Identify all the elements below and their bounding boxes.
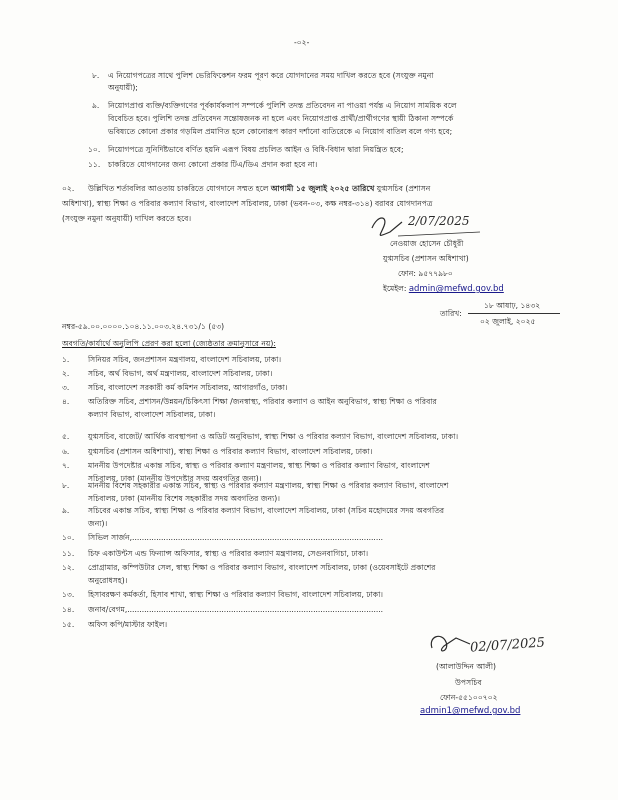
recipient-text: অফিস কপি/মাস্টার ফাইল। [88,620,168,629]
term-text: চাকরিতে যোগদানের জন্য কোনো প্রকার টিএ/ডিএ প্রদান করা হবে না। [108,160,318,169]
recipient-text: জনাব/বেগম,.......................................................................................................... [88,605,384,614]
recipient-text: জন্য)। [88,519,108,528]
recipient-text: সচিবের একান্ত সচিব, স্বাস্থ্য শিক্ষা ও পরিবার কল্যাণ বিভাগ, বাংলাদেশ সচিবালয়, ঢাকা (সচিব মহোদয়ের সদয় অবগতির [88,506,445,515]
recipient-number: ৭. [62,461,70,470]
paragraph-text: যুগ্মসচিব (প্রশাসন [376,184,431,193]
term-text: বিবেচিত হবে। পুলিশি তদন্ত প্রতিবেদন সন্তোষজনক না হলে এবং নিয়োগপ্রাপ্ত প্রার্থী/প্রার্থীগণের স্থায়ী ঠিকানা সম্পর্কে [108,114,454,123]
recipient-number: ১৫. [62,620,75,629]
memo-number: নম্বর-৫৯.০০.০০০০.১০৪.১১.০০৩.২৪.৭৩১/১ (৫৩) [62,322,225,331]
recipient-text: সচিবালয়, ঢাকা (মাননীয় উপদেষ্টার সদয় অবগতির জন্য)। [88,474,262,483]
recipient-number: ১২. [62,563,75,572]
date-gregorian: ০২ জুলাই, ২০২৫ [480,317,536,326]
recipient-text: প্রোগ্রামার, কম্পিউটার সেল, স্বাস্থ্য শিক্ষা ও পরিবার কল্যাণ বিভাগ, বাংলাদেশ সচিবালয়, ঢাকা (ওয়েবসাইটে প্রকাশের [88,563,436,572]
recipient-number: ১৩. [62,590,75,599]
recipient-text: যুগ্মসচিব (প্রশাসন অধিশাখা), স্বাস্থ্য শিক্ষা ও পরিবার কল্যাণ বিভাগ, বাংলাদেশ সচিবালয়, ঢাকা। [88,447,373,456]
signature-date-handwriting: 02/07/2025 [469,635,546,656]
recipient-text: চিফ একাউন্টস এন্ড ফিন্যান্স অফিসার, স্বাস্থ্য ও পরিবার কল্যাণ মন্ত্রণালয়, সেগুনবাগিচা, ঢাকা। [88,549,369,558]
signer-email-row [383,283,504,295]
recipient-text: সিনিয়র সচিব, জনপ্রশাসন মন্ত্রণালয়, বাংলাদেশ সচিবালয়, ঢাকা। [88,355,282,364]
joining-deadline: আগামী ১৫ জুলাই ২০২৫ তারিখে [270,184,375,193]
recipient-number: ৫. [62,432,70,441]
date-bangla: ১৮ আষাঢ়, ১৪৩২ [484,301,541,310]
term-text: নিয়োগপত্রে সুনির্দিষ্টভাবে বর্ণিত হয়নি এরূপ বিষয় প্রচলিত আইন ও বিধি-বিধান দ্বারা নিয়ন্ত্রিত হবে; [108,145,404,154]
email-label: ইমেইল: [383,284,407,293]
recipient-number: ৯. [62,506,70,515]
recipient-text: কল্যাণ বিভাগ, বাংলাদেশ সচিবালয়, ঢাকা। [88,410,216,419]
signer-designation: যুগ্মসচিব (প্রশাসন অধিশাখা) [383,254,469,263]
term-number: ৮. [92,71,100,80]
recipient-text: সচিবালয়, ঢাকা (মাননীয় বিশেষ সহকারীর সদয় অবগতির জন্য)। [88,494,280,503]
recipient-number: ১০. [62,533,75,542]
recipient-number: ১১. [62,549,75,558]
recipient-number: ২. [62,369,70,378]
recipient-number: ১. [62,355,70,364]
recipient-text: সচিব, বাংলাদেশ সরকারী কর্ম কমিশন সচিবালয়, আগারগাঁও, ঢাকা। [88,383,288,392]
date-label: তারিখ: [440,309,462,318]
term-text: নিয়োগপ্রাপ্ত ব্যক্তি/ব্যক্তিগণের পূর্বকার্যকলাপ সম্পর্কে পুলিশি তদন্ত প্রতিবেদন না পাওয়া পর্যন্ত এ নিয়োগ সাময়িক বলে [108,101,457,110]
term-text: অনুযায়ী); [108,83,138,92]
email-link[interactable]: admin1@mefwd.gov.bd [420,706,521,716]
recipient-text: মাননীয় উপদেষ্টার একান্ত সচিব, স্বাস্থ্য ও পরিবার কল্যাণ মন্ত্রণালয়, স্বাস্থ্য শিক্ষা ও পরিবার কল্যাণ বিভাগ, বাংলাদেশ [88,461,430,470]
signer-designation: উপসচিব [455,678,482,687]
recipient-text: অতিরিক্ত সচিব, প্রশাসন/উন্নয়ন/চিকিৎসা শিক্ষা /জনস্বাস্থ্য, পরিবার কল্যাণ ও আইন অনুবিভাগ, স্বাস্থ্য শিক্ষা ও পরিবার [88,397,437,406]
email-link[interactable]: admin@mefwd.gov.bd [408,284,504,294]
recipient-text: যুগ্মসচিব, বাজেট/ আর্থিক ব্যবস্থাপনা ও অডিট অনুবিভাগ, স্বাস্থ্য শিক্ষা ও পরিবার কল্যাণ বিভাগ, বাংলাদেশ সচিবালয়, ঢাকা। [88,432,459,441]
paragraph-number: ০২. [62,184,75,193]
signer-phone: ফোন-৫৫১০০৭০২ [440,693,498,702]
recipient-number: ৩. [62,383,70,392]
signer-phone: ফোন: ৯৫৭৭৯৮০ [398,269,453,278]
term-text: ভবিষ্যতে কোনো প্রকার গড়মিল প্রমাণিত হলে কোনোরূপ কারণ দর্শানো ব্যতিরেকে এ নিয়োগ বাতিল বলে গণ্য হবে; [108,127,453,136]
signer-name: (আলাউদ্দিন আলী) [436,662,496,671]
paragraph-line: (সংযুক্ত নমুনা অনুযায়ী) দাখিল করতে হবে। [62,214,192,223]
term-text: এ নিয়োগপত্রের সাথে পুলিশ ভেরিফিকেশন ফরম পূরণ করে যোগদানের সময় দাখিল করতে হবে (সংযুক্ত নমুনা [108,71,434,80]
recipient-text: অনুরোধসহ)। [88,576,128,585]
paragraph-text: উল্লিখিত শর্তাবলির আওতায় চাকরিতে যোগদানে সম্মত হলে [88,184,269,193]
term-number: ১০. [88,145,101,154]
recipient-text: মাননীয় বিশেষ সহকারীর একান্ত সচিব, স্বাস্থ্য ও পরিবার কল্যাণ মন্ত্রণালয়, স্বাস্থ্য শিক্ষা ও পরিবার কল্যাণ বিভাগ, বাংলাদেশ [88,481,449,490]
recipient-number: ৪. [62,397,70,406]
date-divider [468,313,560,314]
signer-name: নেওয়াজ হোসেন চৌধুরী [390,239,464,248]
recipient-text: হিসাবরক্ষণ কর্মকর্তা, হিসাব শাখা, স্বাস্থ্য শিক্ষা ও পরিবার কল্যাণ বিভাগ, বাংলাদেশ সচিবালয়, ঢাকা। [88,590,384,599]
recipient-text: সচিব, অর্থ বিভাগ, অর্থ মন্ত্রণালয়, বাংলাদেশ সচিবালয়, ঢাকা। [88,369,273,378]
term-number: ১১. [88,160,101,169]
distribution-heading: অবগতি/কার্যার্থে অনুলিপি প্রেরণ করা হলো (জ্যেষ্ঠতার ক্রমানুসারে নয়): [62,339,276,348]
paragraph-line: অধিশাখা), স্বাস্থ্য শিক্ষা ও পরিবার কল্যাণ বিভাগ, বাংলাদেশ সচিবালয়, ঢাকা (ভবন-০৩, কক্ষ নম্বর-৩১৪) বরাবর যোগদানপত্র [62,199,433,208]
term-number: ৯. [92,101,100,110]
recipient-number: ১৪. [62,605,75,614]
paragraph-line [88,183,430,194]
recipient-text: সিভিল সার্জন,........................................................................................................ [88,533,384,542]
signature-date-handwriting: 2/07/2025 [408,214,470,228]
page-number: -০২- [294,38,310,47]
recipient-number: ৮. [62,481,70,490]
recipient-number: ৬. [62,447,70,456]
